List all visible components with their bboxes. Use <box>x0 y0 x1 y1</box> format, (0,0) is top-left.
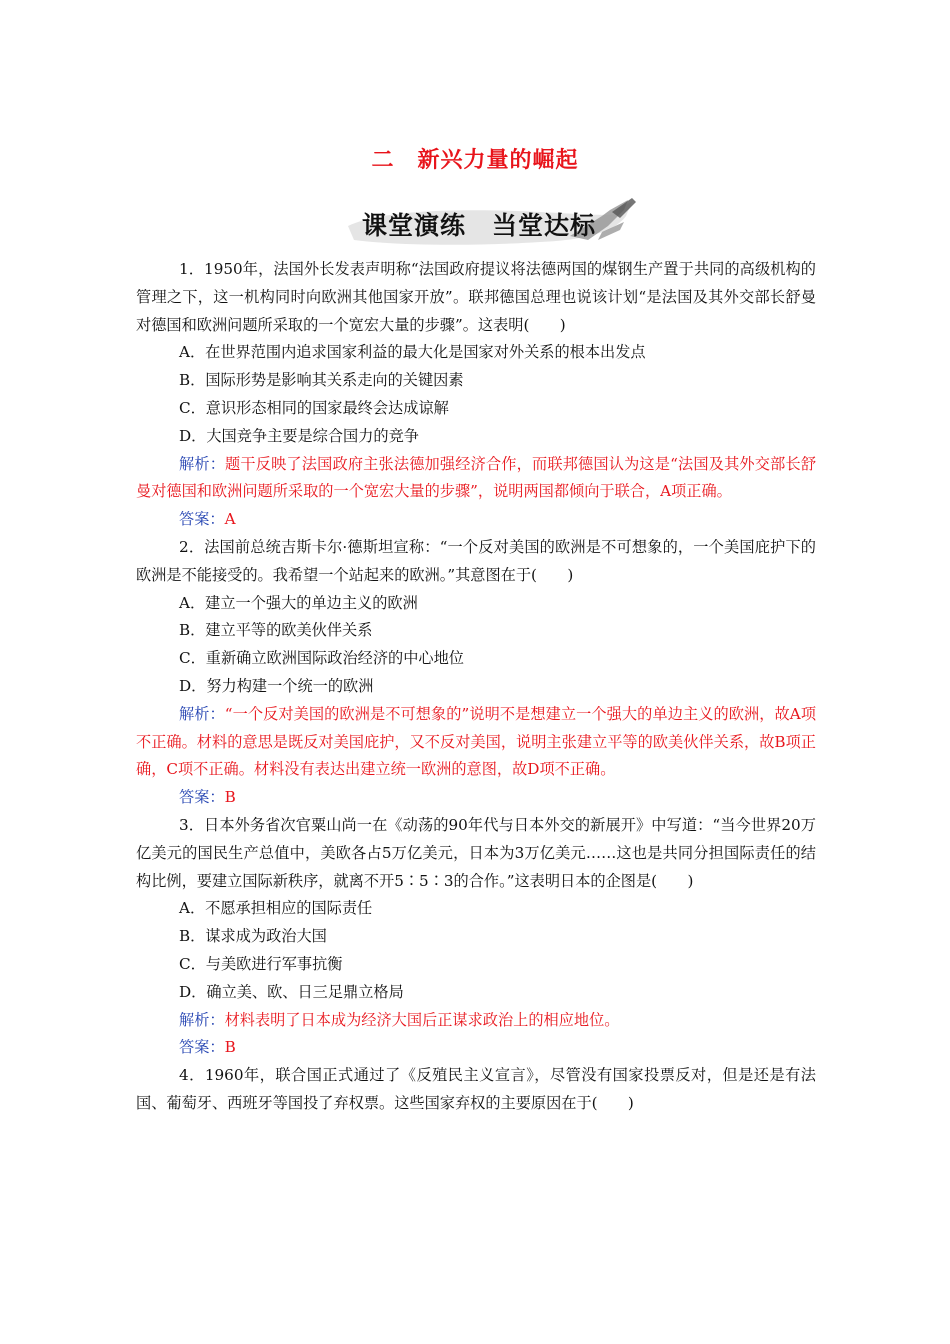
answer <box>136 1034 816 1062</box>
answer-value: B <box>224 788 236 807</box>
answer-value: A <box>224 510 236 529</box>
option-c: C．与美欧进行军事抗衡 <box>179 954 343 973</box>
analysis-text: 题干反映了法国政府主张法德加强经济合作，而联邦德国认为这是“法国及其外交部长舒曼对德国和欧洲问题所采取的一个宽宏大量的步骤”，说明两国都倾向于联合，A项正确。 <box>136 454 817 501</box>
option-d: D．努力构建一个统一的欧洲 <box>179 676 374 695</box>
option-a: A．建立一个强大的单边主义的欧洲 <box>179 593 418 612</box>
option-b: B．谋求成为政治大国 <box>179 927 327 946</box>
analysis-label: 解析： <box>179 1010 225 1029</box>
option-b: B．国际形势是影响其关系走向的关键因素 <box>179 371 464 390</box>
answer-label: 答案： <box>179 788 225 807</box>
option-d: D．大国竞争主要是综合国力的竞争 <box>179 426 419 445</box>
answer-label: 答案： <box>179 1038 225 1057</box>
question-stem: 4．1960年，联合国正式通过了《反殖民主义宣言》，尽管没有国家投票反对，但是还是有法国、葡萄牙、西班牙等国投了弃权票。这些国家弃权的主要原因在于( ) <box>136 1066 816 1112</box>
page-title: 二 新兴力量的崛起 <box>371 147 579 173</box>
question-stem: 1．1950年，法国外长发表声明称“法国政府提议将法德两国的煤钢生产置于共同的高级机构的管理之下，这一机构同时向欧洲其他国家开放”。联邦德国总理也说该计划“是法国及其外交部长舒曼对德国和欧洲问题所采取的一个宽宏大量的步骤”。这表明( ) <box>136 260 816 334</box>
analysis <box>136 1007 816 1035</box>
question-stem: 3．日本外务省次官粟山尚一在《动荡的90年代与日本外交的新展开》中写道：“当今世界20万亿美元的国民生产总值中，美欧各占5万亿美元，日本为3万亿美元……这也是共同分担国际责任的结构比例，要建立国际新秩序，就离不开5∶5∶3的合作。”这表明日本的企图是( ) <box>136 815 816 890</box>
question-stem: 2．法国前总统吉斯卡尔·德斯坦宣称：“一个反对美国的欧洲是不可想象的，一个美国庇护下的欧洲是不能接受的。我希望一个站起来的欧洲。”其意图在于( ) <box>136 537 816 584</box>
option-c: C．重新确立欧洲国际政治经济的中心地位 <box>179 649 464 668</box>
question-list <box>136 256 816 1118</box>
section-banner <box>340 196 640 256</box>
analysis-text: 材料表明了日本成为经济大国后正谋求政治上的相应地位。 <box>224 1010 620 1029</box>
answer <box>136 784 816 812</box>
option-c: C．意识形态相同的国家最终会达成谅解 <box>179 398 449 417</box>
option-b: B．建立平等的欧美伙伴关系 <box>179 621 373 640</box>
analysis <box>136 701 816 784</box>
answer-value: B <box>224 1038 236 1057</box>
analysis-label: 解析： <box>179 704 225 723</box>
banner-title: 课堂演练 当堂达标 <box>362 211 597 240</box>
answer <box>136 506 816 534</box>
analysis <box>136 451 816 507</box>
option-d: D．确立美、欧、日三足鼎立格局 <box>179 982 404 1001</box>
analysis-text: “一个反对美国的欧洲是不可想象的”说明不是想建立一个强大的单边主义的欧洲，故A项不正确。材料的意思是既反对美国庇护，又不反对美国，说明主张建立平等的欧美伙伴关系，故B项正确，C项不正确。材料没有表达出建立统一欧洲的意图，故D项不正确。 <box>136 704 817 779</box>
option-a: A．不愿承担相应的国际责任 <box>179 899 373 918</box>
option-a: A．在世界范围内追求国家利益的最大化是国家对外关系的根本出发点 <box>179 343 646 362</box>
answer-label: 答案： <box>179 510 225 529</box>
analysis-label: 解析： <box>179 454 226 473</box>
